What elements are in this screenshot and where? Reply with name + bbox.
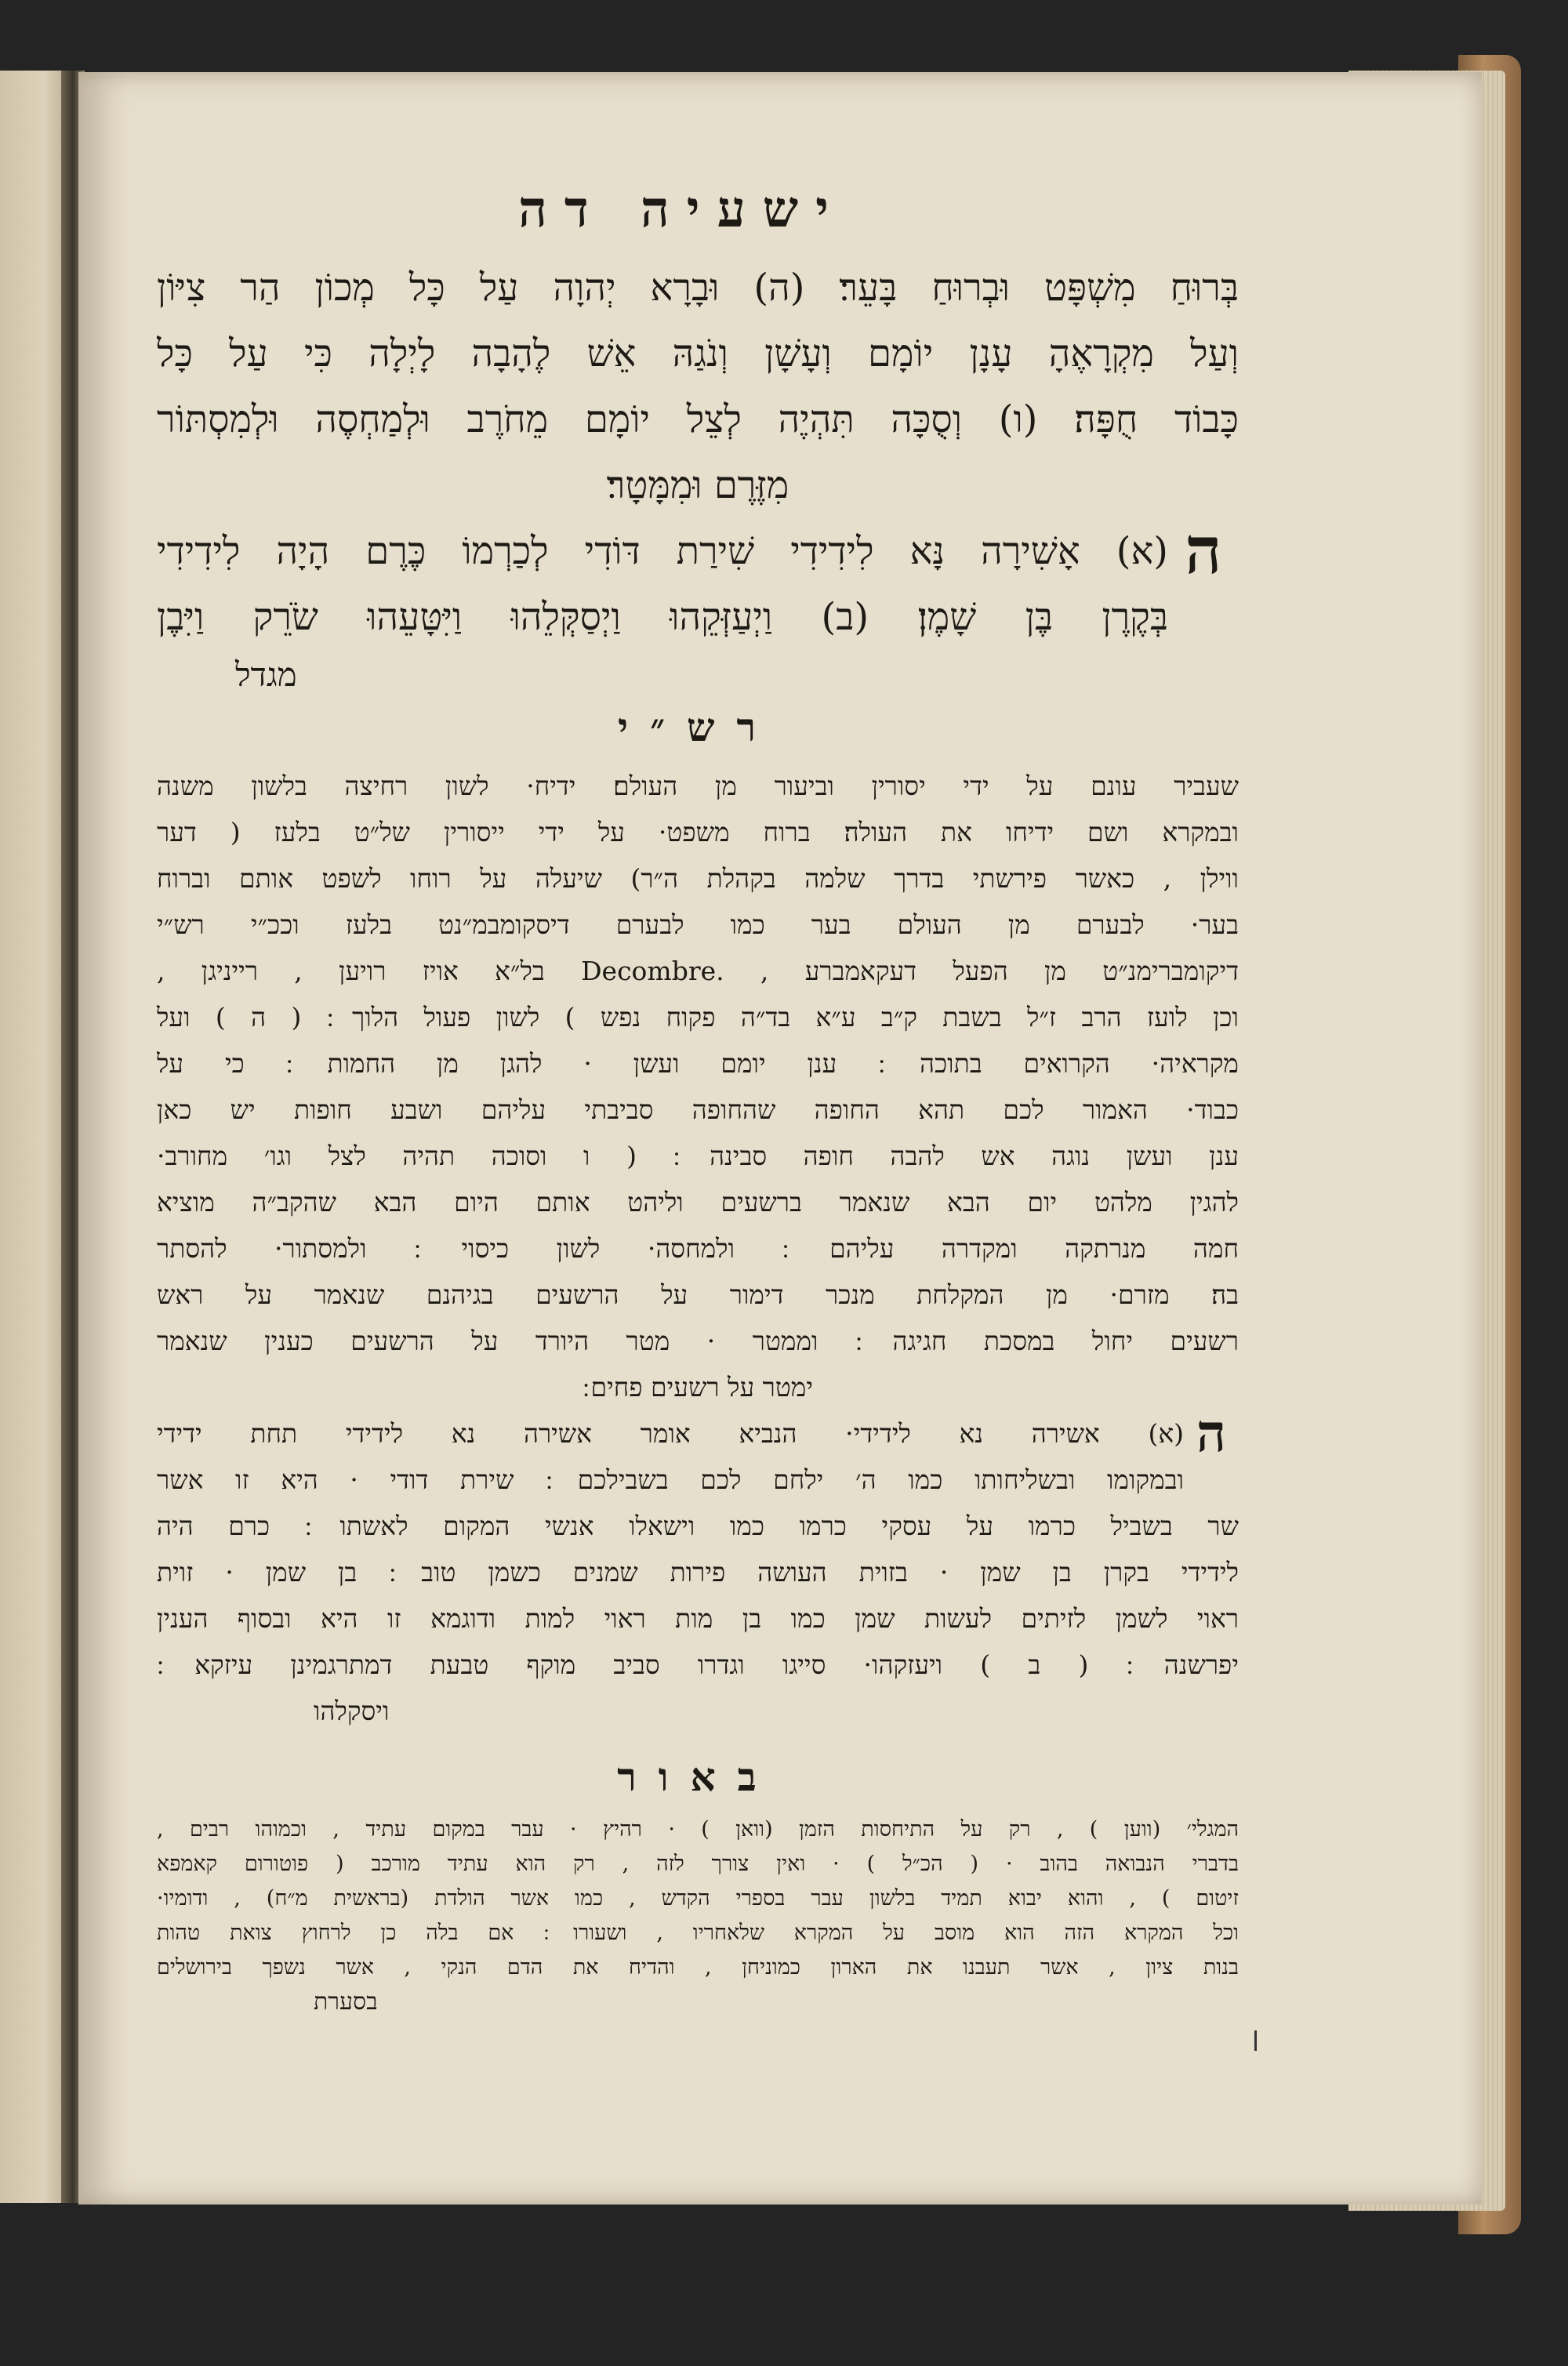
biur-line: המגלי׳ (ווען ) , רק על התיחסות הזמן (וואן ) · רהיץ · עבר במקום עתיד , וכמוהו רבים ,	[157, 1817, 1239, 1842]
commentary-line: (א) אשירה נא לידידי· הנביא אומר אשירה נא לידידי תחת ידידי	[157, 1418, 1184, 1449]
biur-line: זיטום ) , והוא יבוא תמיד בלשון עבר בספרי הקדש , כמו אשר הולדת (בראשית מ״ח) , ודומיו·	[157, 1886, 1239, 1911]
verse-line: כָּבוֹד חֻפָּה׃ (ו) וְסֻכָּה תִּהְיֶה לְצֵל יוֹמָם מֵחֹרֶב וּלְמַחְסֶה וּלְמִסְתּוֹר	[157, 397, 1239, 441]
verse-block-top	[157, 255, 1239, 518]
commentary-line: ובמקרא ושם ידיחו את העולה׃ ברוח משפט· על ידי ייסורין של״ט בלעז ( דער	[157, 817, 1239, 847]
verse-line: מִזֶּרֶם וּמִמָּטָר׃	[606, 463, 789, 507]
biur-line: וכל המקרא הזה הוא מוסב על המקרא שלאחריו , ושעורו ׃ אם בלה כן לרחוץ צואת טהות	[157, 1921, 1239, 1945]
rashi-heading: רש״י	[617, 704, 779, 750]
commentary-line: ענן ועשן נוגה אש להבה חופה סבינה ׃ ( ו וסוכה תהיה לצל וגו׳ מחורב·	[157, 1141, 1239, 1171]
catchword: מגדל	[235, 655, 297, 694]
commentary-line: יפרשנה ׃ ( ב ) ויעזקהו· סייגו וגדרו סביב מוקף טבעת דמתרגמינן עיזקא ׃	[157, 1649, 1239, 1680]
commentary-line: דיקומברימנ״ט מן הפעל דעקאמברע , .Decombre בל״א אויז רויען , רייניגן ,	[157, 956, 1239, 986]
commentary-line: בה׃ מזרם· מן המקלחת מנכר דימור על הרשעים בגיהנם שנאמר על ראש	[157, 1279, 1239, 1310]
commentary-line: שר בשביל כרמו על עסקי כרמו כמו וישאלו אנשי המקום לאשתו ׃ כרם היה	[157, 1511, 1239, 1541]
commentary-line: ימטר על רשעים פחים ׃	[583, 1372, 813, 1403]
chapter-5-start	[157, 513, 1239, 650]
commentary-line: ווילן , כאשר פירשתי בדרך שלמה בקהלת ה״ר) שיעלה על רוחו לשפט אותם וברוח	[157, 863, 1239, 894]
biur-line: בדברי הנבואה בהוב · ( הכ״ל ) · ואין צורך לזה , רק הוא עתיד מורכב ( פוטורום קאמפא	[157, 1852, 1239, 1876]
catchword: בסערת	[314, 1988, 378, 2016]
running-title: ישעיה דה	[518, 180, 846, 239]
chapter-letter: ה	[1185, 513, 1222, 589]
commentary-line: כבוד· האמור לכם תהא החופה שהחופה סביבתי עליהם ושבע חופות יש כאן	[157, 1094, 1239, 1125]
commentary-line: רשעים יחול במסכת חגיגה ׃ וממטר · מטר היורד על הרשעים כענין שנאמר	[157, 1326, 1239, 1356]
commentary-line: לידידי בקרן בן שמן · בזוית העושה פירות שמנים כשמן טוב ׃ בן שמן · זוית	[157, 1557, 1239, 1588]
verse-line: בְּרוּחַ מִשְׁפָּט וּבְרוּחַ בָּעֵר׃ (ה) וּבָרָא יְהוָה עַל כָּל מְכוֹן הַר צִיּוֹן	[157, 266, 1239, 310]
commentary-line: בער· לבערם מן העולם בער כמו לבערם דיסקומבמ״נט בלעז וככ״י רש״י	[157, 909, 1239, 940]
page-text	[157, 180, 1239, 2019]
verse-line: בְּקֶרֶן בֶּן שָׁמֶן׃ (ב) וַיְעַזְּקֵהוּ וַיְסַקְּלֵהוּ וַיִּטָּעֵהוּ שֹׂרֵק וַיִּבֶן	[157, 595, 1168, 639]
rashi-chapter-5-start	[157, 1403, 1239, 1503]
commentary-line: להגין מלהט יום הבא שנאמר ברשעים וליהט אותם היום הבא שהקב״ה מוציא	[157, 1187, 1239, 1217]
commentary-line: ראוי לשמן לזיתים לעשות שמן כמו בן מות ראוי למות ודוגמא זו היא ובסוף הענין	[157, 1603, 1239, 1634]
commentary-line: ובמקומו ובשליחותו כמו ה׳ ילחם לכם בשבילכם ׃ שירת דודי · היא זו אשר	[157, 1464, 1184, 1495]
commentary-line: חמה מנרתקה ומקדרה עליהם ׃ ולמחסה· לשון כיסוי ׃ ולמסתור· להסתר	[157, 1233, 1239, 1264]
commentary-line: מקראיה· הקרואים בתוכה ׃ ענן יומם ועשן · להגן מן החמות ׃ כי על	[157, 1048, 1239, 1079]
margin-mark	[1254, 2030, 1257, 2051]
verse-line: וְעַל מִקְרָאֶהָ עָנָן יוֹמָם וְעָשָׁן וְנֹגַהּ אֵשׁ לֶהָבָה לָיְלָה כִּי עַל כָּל	[157, 332, 1239, 376]
catchword: ויסקלהו	[314, 1696, 390, 1726]
biur-commentary	[157, 1813, 1239, 2019]
verse-line: (א) אָשִׁירָה נָּא לִידִידִי שִׁירַת דּוֹדִי לְכַרְמוֹ כֶּרֶם הָיָה לִידִידִי	[157, 529, 1168, 573]
rashi-commentary	[157, 763, 1239, 1734]
commentary-chapter-letter: ה	[1196, 1403, 1226, 1464]
commentary-line: וכן לועז הרב ז״ל בשבת ק״ב ע״א בד״ה פקוח נפש ) לשון פעול הלוך ׃ ( ה ) ועל	[157, 1002, 1239, 1032]
biur-heading: באור	[617, 1754, 779, 1800]
commentary-line: שעביר עונם על ידי יסורין וביעור מן העולם׃ ידיח· לשון רחיצה בלשון משנה	[157, 771, 1239, 801]
biur-line: בנות ציון , אשר תעבנו את הארון כמוניחן , והדיח את הדם הנקי , אשר נשפך בירושלים	[157, 1955, 1239, 1980]
